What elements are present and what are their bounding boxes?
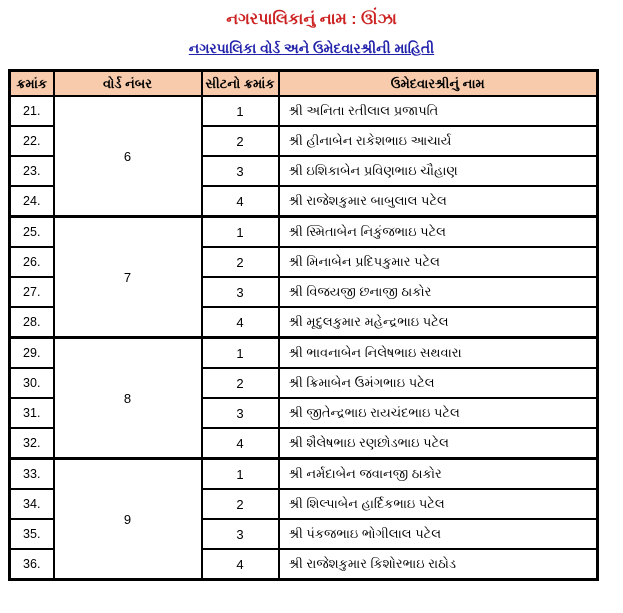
seat-number-cell: 4 [202,428,279,459]
seat-number-cell: 3 [202,519,279,549]
serial-cell: 35. [10,519,54,549]
serial-cell: 34. [10,489,54,519]
candidates-table [8,69,599,581]
table-header [10,71,598,97]
candidate-name-cell: શ્રી મૃદુલકુમાર મહેન્દ્રભાઇ પટેલ [279,307,598,338]
seat-number-cell: 2 [202,368,279,398]
candidate-name-cell: શ્રી ઇશિકાબેન પ્રવિણભાઇ ચૌહાણ [279,156,598,186]
candidate-name-cell: શ્રી શૈલેષભાઇ રણછોડભાઇ પટેલ [279,428,598,459]
page-subtitle: નગરપાલિકા વોર્ડ અને ઉમેદવારશ્રીની માહિતી [188,40,435,56]
seat-number-cell: 2 [202,126,279,156]
table-row [10,96,598,126]
candidate-name-cell: શ્રી જીતેન્દ્રભાઇ રાયચંદભાઇ પટેલ [279,398,598,428]
table-body [10,96,598,580]
candidate-name-cell: શ્રી રાજેશકુમાર બાબુલાલ પટેલ [279,186,598,217]
table-row [10,217,598,248]
seat-number-cell: 3 [202,277,279,307]
ward-number-cell: 7 [54,217,202,338]
candidate-name-cell: શ્રી ક્રિમાબેન ઉમંગભાઇ પટેલ [279,368,598,398]
candidate-name-cell: શ્રી નર્મદાબેન જવાનજી ઠાકોર [279,459,598,490]
serial-cell: 27. [10,277,54,307]
serial-cell: 29. [10,338,54,369]
candidate-name-cell: શ્રી અનિતા રતીલાલ પ્રજાપતિ [279,96,598,126]
seat-number-cell: 3 [202,398,279,428]
column-header-candidate-name: ઉમેદવારશ્રીનું નામ [279,71,598,97]
header-row [10,71,598,97]
page-title: નગરપાલિકાનું નામ : ઊંઝા [226,11,397,28]
seat-number-cell: 2 [202,489,279,519]
serial-cell: 25. [10,217,54,248]
serial-cell: 28. [10,307,54,338]
column-header-seat: સીટનો ક્રમાંક [202,71,279,97]
serial-cell: 21. [10,96,54,126]
column-header-ward: વોર્ડ નંબર [54,71,202,97]
candidate-name-cell: શ્રી શિલ્પાબેન હાર્દિકભાઇ પટેલ [279,489,598,519]
seat-number-cell: 1 [202,96,279,126]
serial-cell: 23. [10,156,54,186]
candidate-name-cell: શ્રી ભાવનાબેન નિલેષભાઇ સથવારા [279,338,598,369]
serial-cell: 33. [10,459,54,490]
seat-number-cell: 4 [202,549,279,580]
serial-cell: 30. [10,368,54,398]
table-row [10,459,598,490]
ward-number-cell: 9 [54,459,202,580]
column-header-serial: ક્રમાંક [10,71,54,97]
serial-cell: 26. [10,247,54,277]
seat-number-cell: 2 [202,247,279,277]
seat-number-cell: 3 [202,156,279,186]
candidate-name-cell: શ્રી પંકજભાઇ ભોગીલાલ પટેલ [279,519,598,549]
candidate-name-cell: શ્રી વિજયજી છનાજી ઠાકોર [279,277,598,307]
serial-cell: 32. [10,428,54,459]
serial-cell: 24. [10,186,54,217]
candidate-name-cell: શ્રી મિનાબેન પ્રદિપકુમાર પટેલ [279,247,598,277]
seat-number-cell: 1 [202,459,279,490]
candidate-name-cell: શ્રી રાજેશકુમાર કિશોરભાઇ રાઠોડ [279,549,598,580]
ward-number-cell: 8 [54,338,202,459]
candidate-name-cell: શ્રી હીનાબેન રાકેશભાઇ આચાર્ય [279,126,598,156]
serial-cell: 36. [10,549,54,580]
serial-cell: 22. [10,126,54,156]
seat-number-cell: 1 [202,338,279,369]
seat-number-cell: 4 [202,307,279,338]
seat-number-cell: 4 [202,186,279,217]
candidate-name-cell: શ્રી સ્મિતાબેન નિકુંજભાઇ પટેલ [279,217,598,248]
table-row [10,338,598,369]
seat-number-cell: 1 [202,217,279,248]
serial-cell: 31. [10,398,54,428]
ward-number-cell: 6 [54,96,202,217]
